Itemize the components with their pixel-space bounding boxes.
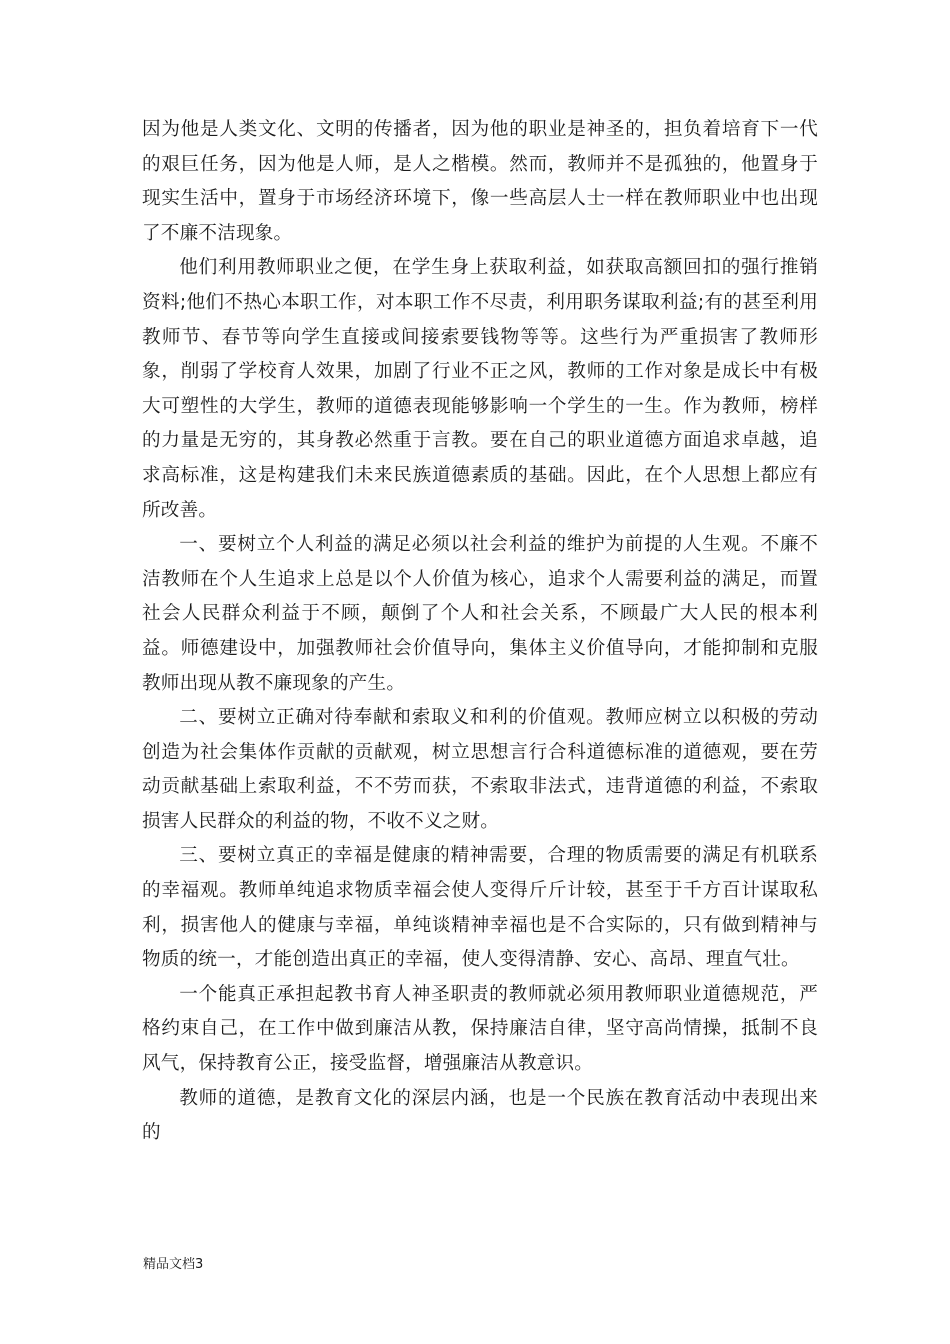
page-footer: 精品文档3 — [143, 1257, 204, 1272]
paragraph: 二、要树立正确对待奉献和索取义和利的价值观。教师应树立以积极的劳动创造为社会集体作贡献的贡献观，树立思想言行合科道德标准的道德观，要在劳动贡献基础上索取利益，不不劳而获，不索取非法式，违背道德的利益，不索取损害人民群众的利益的物，不收不义之财。 — [142, 707, 818, 832]
paragraph: 三、要树立真正的幸福是健康的精神需要，合理的物质需要的满足有机联系的幸福观。教师单纯追求物质幸福会使人变得斤斤计较，甚至于千方百计谋取私利，损害他人的健康与幸福，单纯谈精神幸福也是不合实际的，只有做到精神与物质的统一，才能创造出真正的幸福，使人变得清静、安心、高昂、理直气壮。 — [142, 845, 818, 971]
paragraph: 一、要树立个人利益的满足必须以社会利益的维护为前提的人生观。不廉不洁教师在个人生追求上总是以个人价值为核心，追求个人需要利益的满足，而置社会人民群众利益于不顾，颠倒了个人和社会关系，不顾最广大人民的根本利益。师德建设中，加强教师社会价值导向，集体主义价值导向，才能抑制和克服教师出现从教不廉现象的产生。 — [142, 534, 818, 694]
paragraph: 一个能真正承担起教书育人神圣职责的教师就必须用教师职业道德规范，严格约束自己，在工作中做到廉洁从教，保持廉洁自律，坚守高尚情操，抵制不良风气，保持教育公正，接受监督，增强廉洁从教意识。 — [142, 983, 818, 1075]
document-body — [142, 113, 818, 1151]
paragraph: 因为他是人类文化、文明的传播者，因为他的职业是神圣的，担负着培育下一代的艰巨任务，因为他是人师，是人之楷模。然而，教师并不是孤独的，他置身于现实生活中，置身于市场经济环境下，像一些高层人士一样在教师职业中也出现了不廉不洁现象。 — [142, 119, 818, 244]
paragraph: 教师的道德，是教育文化的深层内涵，也是一个民族在教育活动中表现出来的 — [142, 1087, 818, 1144]
paragraph: 他们利用教师职业之便，在学生身上获取利益，如获取高额回扣的强行推销资料;他们不热心本职工作，对本职工作不尽责，利用职务谋取利益;有的甚至利用教师节、春节等向学生直接或间接索要钱物等等。这些行为严重损害了教师形象，削弱了学校育人效果，加剧了行业不正之风，教师的工作对象是成长中有极大可塑性的大学生，教师的道德表现能够影响一个学生的一生。作为教师，榜样的力量是无穷的，其身教必然重于言教。要在自己的职业道德方面追求卓越，追求高标准，这是构建我们未来民族道德素质的基础。因此，在个人思想上都应有所改善。 — [142, 257, 818, 521]
